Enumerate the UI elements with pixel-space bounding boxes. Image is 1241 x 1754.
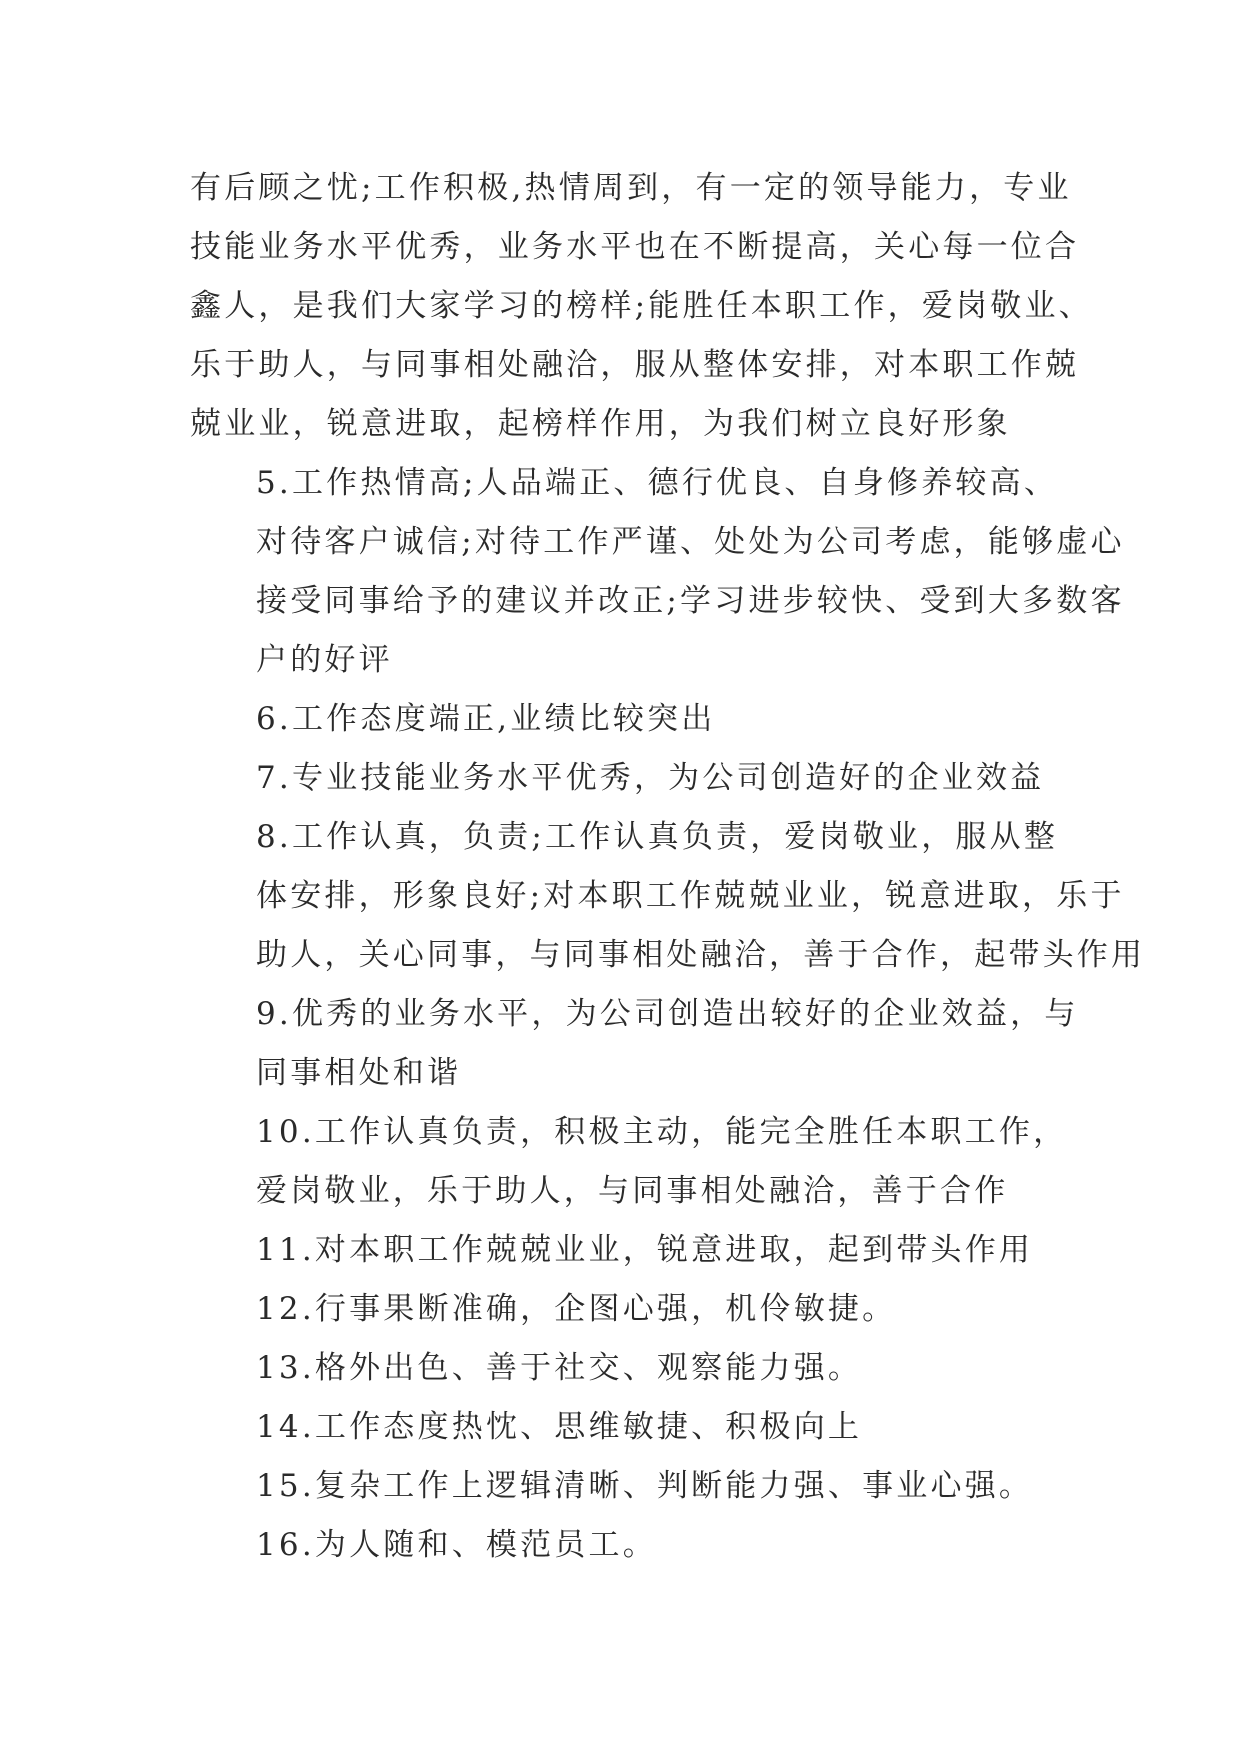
document-body: [190, 159, 1146, 1575]
paragraph: [190, 1103, 1068, 1221]
text-line: 对待客户诚信;对待工作严谨、处处为公司考虑，能够虚心: [256, 524, 1125, 560]
text-line: 爱岗敬业，乐于助人，与同事相处融洽，善于合作: [256, 1173, 1009, 1209]
text-line: 7.专业技能业务水平优秀，为公司创造好的企业效益: [256, 760, 1045, 796]
text-line: 14.工作态度热忱、思维敏捷、积极向上: [256, 1409, 863, 1445]
text-line: 10.工作认真负责，积极主动，能完全胜任本职工作，: [256, 1114, 1068, 1150]
paragraph: [190, 1516, 1060, 1575]
text-line: 技能业务水平优秀，业务水平也在不断提高，关心每一位合: [190, 229, 1080, 265]
text-line: 鑫人，是我们大家学习的榜样;能胜任本职工作，爱岗敬业、: [190, 288, 1093, 324]
text-line: 9.优秀的业务水平，为公司创造出较好的企业效益，与: [256, 996, 1079, 1032]
paragraph: [190, 808, 1146, 985]
text-line: 12.行事果断准确，企图心强，机伶敏捷。: [256, 1291, 897, 1327]
text-line: 5.工作热情高;人品端正、德行优良、自身修养较高、: [256, 465, 1059, 501]
paragraph: [190, 749, 1060, 808]
paragraph: [190, 159, 1093, 454]
text-line: 16.为人随和、模范员工。: [256, 1527, 657, 1563]
text-line: 乐于助人，与同事相处融洽，服从整体安排，对本职工作兢: [190, 347, 1080, 383]
text-line: 13.格外出色、善于社交、观察能力强。: [256, 1350, 863, 1386]
text-line: 6.工作态度端正,业绩比较突出: [256, 701, 716, 737]
text-line: 有后顾之忧;工作积极,热情周到，有一定的领导能力，专业: [190, 170, 1072, 206]
text-line: 11.对本职工作兢兢业业，锐意进取，起到带头作用: [256, 1232, 1034, 1268]
text-line: 助人，关心同事，与同事相处融洽，善于合作，起带头作用: [256, 937, 1146, 973]
text-line: 8.工作认真，负责;工作认真负责，爱岗敬业，服从整: [256, 819, 1059, 855]
text-line: 兢业业，锐意进取，起榜样作用，为我们树立良好形象: [190, 406, 1011, 442]
text-line: 户的好评: [256, 642, 393, 678]
text-line: 体安排，形象良好;对本职工作兢兢业业，锐意进取，乐于: [256, 878, 1125, 914]
paragraph: [190, 985, 1079, 1103]
paragraph: [190, 690, 1060, 749]
text-line: 同事相处和谐: [256, 1055, 462, 1091]
paragraph: [190, 1280, 1060, 1339]
text-line: 接受同事给予的建议并改正;学习进步较快、受到大多数客: [256, 583, 1125, 619]
paragraph: [190, 1339, 1060, 1398]
text-line: 15.复杂工作上逻辑清晰、判断能力强、事业心强。: [256, 1468, 1034, 1504]
paragraph: [190, 454, 1125, 690]
paragraph: [190, 1221, 1060, 1280]
paragraph: [190, 1398, 1060, 1457]
paragraph: [190, 1457, 1060, 1516]
